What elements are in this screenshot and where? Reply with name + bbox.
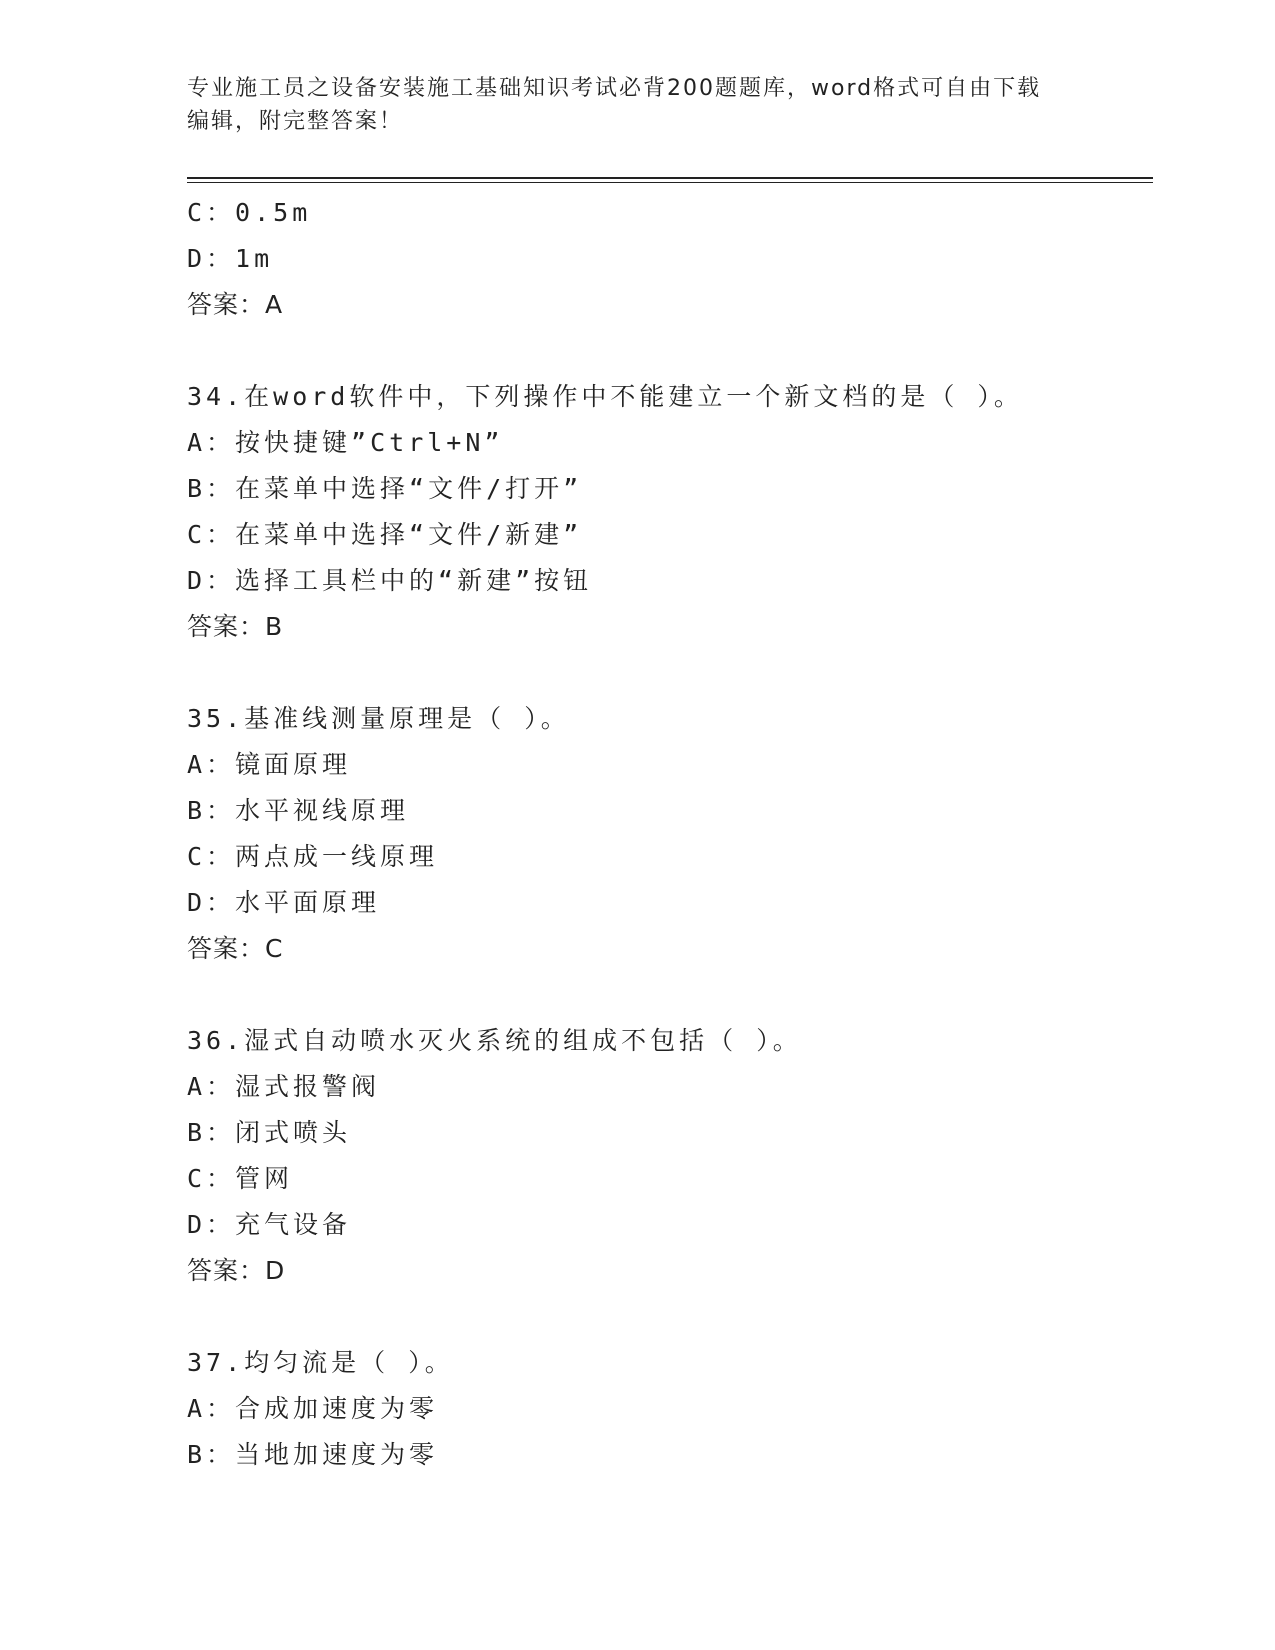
option-b: B：在菜单中选择“文件/打开” [187,474,583,503]
answer-line: 答案：B [187,612,284,641]
option-b: B：当地加速度为零 [187,1440,439,1469]
option-d: D：充气设备 [187,1210,352,1239]
document-header [187,72,1087,138]
spacer [187,972,1147,1018]
option-b: B：水平视线原理 [187,796,410,825]
option-a: A：按快捷键”Ctrl+N” [187,428,504,457]
option-a: A：合成加速度为零 [187,1394,439,1423]
option-d: D：选择工具栏中的“新建”按钮 [187,566,593,595]
question-stem: 34.在word软件中，下列操作中不能建立一个新文档的是（ ）。 [187,382,1023,411]
question-stem: 37.均匀流是（ ）。 [187,1348,454,1377]
header-line-2: 编辑，附完整答案！ [187,109,404,134]
question-list [187,190,1147,1478]
header-line-1: 专业施工员之设备安装施工基础知识考试必背200题题库，word格式可自由下载 [187,76,1042,101]
header-divider-thick [187,177,1153,179]
option-c: C：0.5m [187,198,312,227]
option-c: C：管网 [187,1164,294,1193]
question-stem: 35.基准线测量原理是（ ）。 [187,704,570,733]
answer-line: 答案：A [187,290,284,319]
spacer [187,1294,1147,1340]
option-c: C：两点成一线原理 [187,842,439,871]
option-d: D：水平面原理 [187,888,381,917]
option-a: A：镜面原理 [187,750,352,779]
option-a: A：湿式报警阀 [187,1072,381,1101]
option-b: B：闭式喷头 [187,1118,352,1147]
spacer [187,650,1147,696]
header-divider-thin [187,182,1153,183]
question-stem: 36.湿式自动喷水灭火系统的组成不包括（ ）。 [187,1026,802,1055]
answer-line: 答案：D [187,1256,286,1285]
option-d: D：1m [187,244,274,273]
answer-line: 答案：C [187,934,284,963]
option-c: C：在菜单中选择“文件/新建” [187,520,583,549]
spacer [187,328,1147,374]
